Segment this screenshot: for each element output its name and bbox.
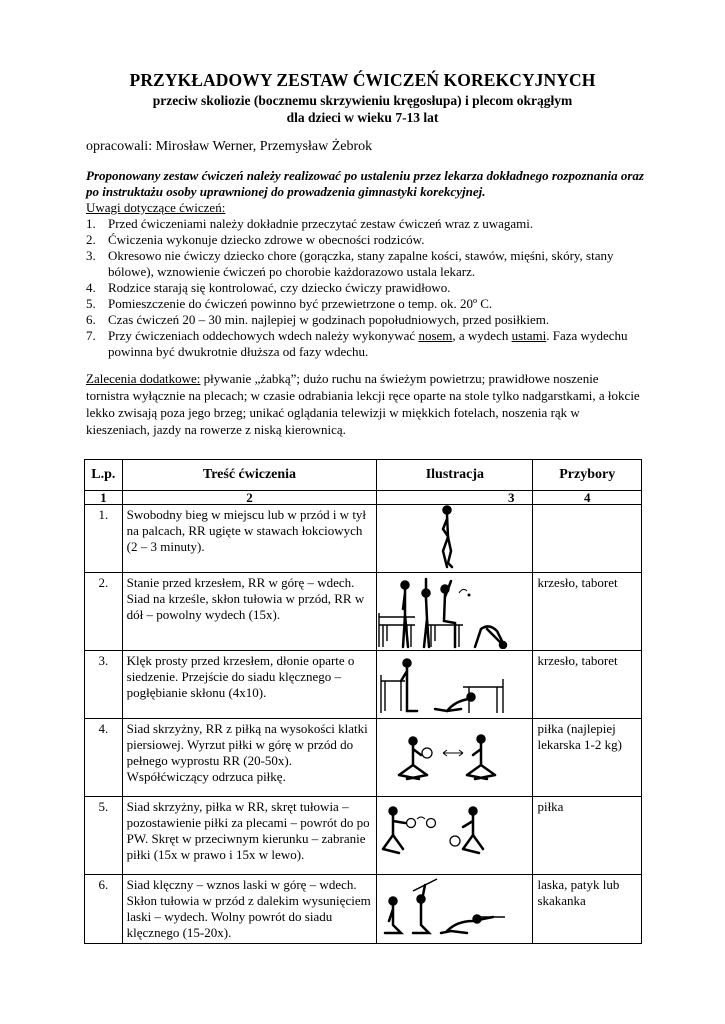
row-lp: 5. bbox=[85, 797, 123, 875]
chair-exercise-figure-icon bbox=[377, 573, 510, 649]
table-row bbox=[85, 719, 642, 797]
note-item bbox=[86, 312, 646, 328]
note-text: Okresowo nie ćwiczy dziecko chore (gorączka, stany zapalne kości, stawów, mięśni, skóry, stany bólowe), wznowienie ćwiczeń po chorobie każdorazowo ustala lekarz. bbox=[108, 248, 614, 279]
note-text: Ćwiczenia wykonuje dziecko zdrowe w obecności rodziców. bbox=[108, 232, 425, 247]
ball-throw-figure-icon bbox=[377, 719, 510, 795]
note-underlined-nose: nosem bbox=[418, 328, 453, 343]
recommendations-paragraph bbox=[86, 370, 642, 438]
table-row bbox=[85, 797, 642, 875]
note-item bbox=[86, 328, 646, 360]
document-subtitle-line1: przeciw skoliozie (bocznemu skrzywieniu kręgosłupa) i plecom okrągłym bbox=[152, 93, 573, 108]
row-content: Swobodny bieg w miejscu lub w przód i w tył na palcach, RR ugięte w stawach łokciowych (2 – 3 minuty). bbox=[122, 505, 377, 573]
note-number: 6. bbox=[86, 312, 96, 327]
stick-kneeling-figure-icon bbox=[377, 875, 510, 939]
note-text: Przed ćwiczeniami należy dokładnie przeczytać zestaw ćwiczeń wraz z uwagami. bbox=[108, 216, 534, 231]
row-equipment: krzesło, taboret bbox=[533, 573, 642, 651]
recommendations-text: pływanie „żabką”; dużo ruchu na świeżym powietrzu; prawidłowe noszenie tornistra wyłącznie na plecach; w czasie odrabiania lekcji ręce oparte na stole tylko nadgarstkami, a łokcie lekko zwisają poza jego brzeg; unikać oglądania telewizji w miękkich fotelach, noszenia rąk w kieszeniach, jazdy na rowerze z niską kierownicą. bbox=[86, 371, 640, 437]
note-number: 5. bbox=[86, 296, 96, 311]
kneeling-figure-icon bbox=[377, 651, 510, 717]
row-equipment: krzesło, taboret bbox=[533, 651, 642, 719]
row-illustration bbox=[377, 573, 533, 651]
intro-paragraph: Proponowany zestaw ćwiczeń należy realizować po ustaleniu przez lekarza dokładnego rozpoznania oraz po instruktażu osoby uprawnionej do prowadzenia gimnastyki korekcyjnej. bbox=[86, 168, 644, 199]
note-underlined-mouth: ustami bbox=[511, 328, 547, 343]
row-content: Siad klęczny – wznos laski w górę – wdech. Skłon tułowia w przód z dalekim wysunięciem laski – wydech. Wolny powrót do siadu klęcznego (15-20x). bbox=[122, 875, 377, 944]
row-content: Siad skrzyżny, RR z piłką na wysokości klatki piersiowej. Wyrzut piłki w górę w przód do pełnego wyprostu RR (20-50x). Współćwiczący odrzuca piłkę. bbox=[122, 719, 377, 797]
note-item bbox=[86, 216, 646, 232]
row-content: Klęk prosty przed krzesłem, dłonie oparte o siedzenie. Przejście do siadu klęcznego – pogłębianie skłonu (4x10). bbox=[122, 651, 377, 719]
column-number: 4 bbox=[533, 491, 642, 505]
table-row bbox=[85, 875, 642, 944]
table-header-row bbox=[85, 460, 642, 491]
table-row bbox=[85, 573, 642, 651]
document-subtitle-line2: dla dzieci w wieku 7-13 lat bbox=[286, 110, 439, 125]
row-illustration bbox=[377, 875, 533, 944]
authors-line: opracowali: Mirosław Werner, Przemysław Żebrok bbox=[86, 139, 373, 154]
column-number: 3 bbox=[377, 491, 533, 505]
note-item bbox=[86, 248, 646, 280]
ball-twist-figure-icon bbox=[377, 797, 510, 873]
row-lp: 1. bbox=[85, 505, 123, 573]
column-number: 2 bbox=[122, 491, 377, 505]
header-lp: L.p. bbox=[85, 460, 123, 491]
note-text: Rodzice starają się kontrolować, czy dziecko ćwiczy prawidłowo. bbox=[108, 280, 451, 295]
row-lp: 2. bbox=[85, 573, 123, 651]
row-content: Stanie przed krzesłem, RR w górę – wdech. Siad na krześle, skłon tułowia w przód, RR w dół – powolny wydech (15x). bbox=[122, 573, 377, 651]
exercise-table bbox=[84, 459, 642, 944]
row-equipment: laska, patyk lub skakanka bbox=[533, 875, 642, 944]
column-number: 1 bbox=[85, 491, 123, 505]
note-number: 2. bbox=[86, 232, 96, 247]
table-row bbox=[85, 651, 642, 719]
table-column-number-row bbox=[85, 491, 642, 505]
row-equipment bbox=[533, 505, 642, 573]
note-number: 7. bbox=[86, 328, 96, 343]
notes-heading: Uwagi dotyczące ćwiczeń: bbox=[86, 200, 226, 215]
note-text: Pomieszczenie do ćwiczeń powinno być przewietrzone o temp. ok. 20º C. bbox=[108, 296, 493, 311]
header-equipment: Przybory bbox=[533, 460, 642, 491]
document-title: PRZYKŁADOWY ZESTAW ĆWICZEŃ KOREKCYJNYCH bbox=[129, 70, 596, 90]
notes-list bbox=[86, 216, 646, 360]
row-illustration bbox=[377, 719, 533, 797]
recommendations-heading: Zalecenia dodatkowe: bbox=[86, 371, 201, 386]
row-lp: 3. bbox=[85, 651, 123, 719]
note-item bbox=[86, 296, 646, 312]
note-number: 3. bbox=[86, 248, 96, 263]
header-illustration: Ilustracja bbox=[377, 460, 533, 491]
note-number: 1. bbox=[86, 216, 96, 231]
row-equipment: piłka (najlepiej lekarska 1-2 kg) bbox=[533, 719, 642, 797]
row-illustration bbox=[377, 797, 533, 875]
row-equipment: piłka bbox=[533, 797, 642, 875]
row-lp: 4. bbox=[85, 719, 123, 797]
note-text-b: , a wydech bbox=[452, 328, 512, 343]
note-text-c: . Faza wydechu powinna być dwukrotnie dłuższa od fazy wdechu. bbox=[108, 328, 628, 359]
row-content: Siad skrzyżny, piłka w RR, skręt tułowia – pozostawienie piłki za plecami – powrót do po PW. Skręt w przeciwnym kierunku – zabranie piłki (15x w prawo i 15x w lewo). bbox=[122, 797, 377, 875]
note-number: 4. bbox=[86, 280, 96, 295]
note-text-a: Przy ćwiczeniach oddechowych wdech należy wykonywać bbox=[108, 328, 419, 343]
note-item bbox=[86, 280, 646, 296]
note-text: Czas ćwiczeń 20 – 30 min. najlepiej w godzinach popołudniowych, przed posiłkiem. bbox=[108, 312, 550, 327]
row-lp: 6. bbox=[85, 875, 123, 944]
table-row bbox=[85, 505, 642, 573]
running-figure-icon bbox=[377, 505, 510, 571]
row-illustration bbox=[377, 651, 533, 719]
header-content: Treść ćwiczenia bbox=[122, 460, 377, 491]
note-item bbox=[86, 232, 646, 248]
row-illustration bbox=[377, 505, 533, 573]
